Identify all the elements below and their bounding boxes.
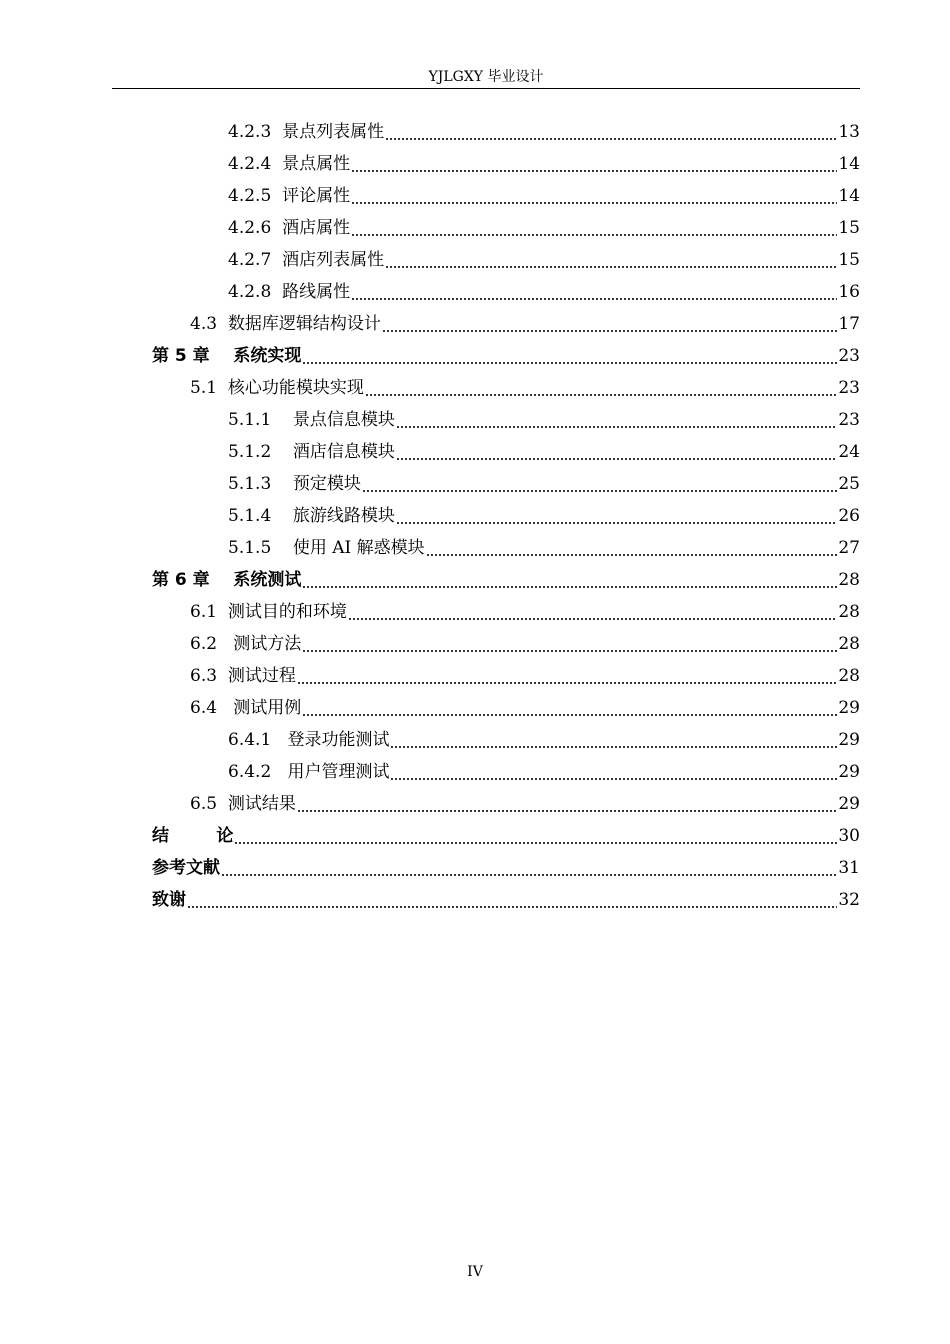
toc-entry-title: 测试过程 xyxy=(227,666,296,686)
toc-entry[interactable] xyxy=(0,244,950,276)
toc-dot-leader xyxy=(351,276,837,308)
toc-entry-number: 4.3 xyxy=(190,314,228,334)
toc-dot-leader xyxy=(365,372,837,404)
toc-dot-leader xyxy=(351,180,837,212)
toc-entry-page: 29 xyxy=(838,794,860,814)
toc-entry[interactable] xyxy=(0,212,950,244)
toc-entry-title: 用户管理测试 xyxy=(287,762,390,782)
toc-entry-number: 6.3 xyxy=(190,666,228,686)
toc-entry-title: 系统测试 xyxy=(233,570,302,590)
toc-entry-page: 28 xyxy=(838,602,860,622)
toc-entry-number: 5.1.4 xyxy=(228,506,293,526)
toc-entry-title: 评论属性 xyxy=(282,186,351,206)
toc-entry-title: 测试方法 xyxy=(233,634,302,654)
toc-dot-leader xyxy=(297,660,837,692)
toc-dot-leader xyxy=(302,692,837,724)
toc-entry-number: 4.2.7 xyxy=(228,250,283,270)
toc-entry-page: 23 xyxy=(838,346,860,366)
toc-dot-leader xyxy=(426,532,837,564)
toc-entry-page: 25 xyxy=(838,474,860,494)
toc-entry-number: 5.1.1 xyxy=(228,410,293,430)
toc-entry-number: 6.4.2 xyxy=(228,762,288,782)
page-header: YJLGXY 毕业设计 xyxy=(428,69,544,85)
toc-entry[interactable] xyxy=(0,564,950,596)
toc-entry-page: 29 xyxy=(838,730,860,750)
toc-entry-page: 31 xyxy=(838,858,860,878)
toc-entry-number: 5.1.5 xyxy=(228,538,293,558)
toc-entry[interactable] xyxy=(0,756,950,788)
toc-entry-page: 14 xyxy=(838,154,860,174)
toc-dot-leader xyxy=(385,244,837,276)
toc-entry-page: 30 xyxy=(838,826,860,846)
toc-dot-leader xyxy=(302,340,837,372)
toc-entry-number: 5.1.2 xyxy=(228,442,293,462)
toc-entry-number: 第 6 章 xyxy=(152,570,234,590)
toc-entry-number: 6.4 xyxy=(190,698,234,718)
toc-entry-title: 酒店属性 xyxy=(282,218,351,238)
toc-entry[interactable] xyxy=(0,340,950,372)
toc-entry-number: 4.2.8 xyxy=(228,282,283,302)
toc-entry-title: 酒店列表属性 xyxy=(282,250,385,270)
toc-entry[interactable] xyxy=(0,404,950,436)
toc-dot-leader xyxy=(351,148,837,180)
toc-entry[interactable] xyxy=(0,628,950,660)
toc-entry-title: 测试用例 xyxy=(233,698,302,718)
toc-dot-leader xyxy=(385,116,837,148)
toc-dot-leader xyxy=(362,468,837,500)
toc-entry-number: 4.2.5 xyxy=(228,186,283,206)
toc-entry-page: 28 xyxy=(838,666,860,686)
toc-entry-page: 28 xyxy=(838,634,860,654)
toc-entry-title: 系统实现 xyxy=(233,346,302,366)
toc-entry-title: 景点列表属性 xyxy=(282,122,385,142)
toc-dot-leader xyxy=(234,820,837,852)
toc-dot-leader xyxy=(396,404,837,436)
toc-entry-title: 酒店信息模块 xyxy=(292,442,395,462)
toc-entry[interactable] xyxy=(0,596,950,628)
toc-entry-title: 致谢 xyxy=(152,890,186,910)
toc-dot-leader xyxy=(396,436,837,468)
toc-entry-page: 15 xyxy=(838,218,860,238)
toc-entry-title: 参考文献 xyxy=(152,858,220,878)
toc-entry-page: 17 xyxy=(838,314,860,334)
toc-entry-page: 14 xyxy=(838,186,860,206)
toc-entry-page: 29 xyxy=(838,698,860,718)
toc-dot-leader xyxy=(390,756,837,788)
toc-entry[interactable] xyxy=(0,852,950,884)
toc-dot-leader xyxy=(390,724,837,756)
toc-entry[interactable] xyxy=(0,468,950,500)
toc-entry[interactable] xyxy=(0,724,950,756)
toc-dot-leader xyxy=(187,884,837,916)
toc-entry-page: 29 xyxy=(838,762,860,782)
toc-entry-title: 数据库逻辑结构设计 xyxy=(227,314,381,334)
toc-entry[interactable] xyxy=(0,500,950,532)
toc-entry-title: 路线属性 xyxy=(282,282,351,302)
toc-entry-title: 测试目的和环境 xyxy=(227,602,347,622)
toc-entry-number: 6.1 xyxy=(190,602,228,622)
toc-entry-title: 结 论 xyxy=(152,826,234,846)
toc-entry-page: 26 xyxy=(838,506,860,526)
toc-entry-page: 13 xyxy=(838,122,860,142)
toc-entry-number: 6.5 xyxy=(190,794,228,814)
toc-dot-leader xyxy=(348,596,837,628)
toc-entry-page: 27 xyxy=(838,538,860,558)
toc-entry[interactable] xyxy=(0,692,950,724)
toc-entry[interactable] xyxy=(0,532,950,564)
toc-entry-number: 第 5 章 xyxy=(152,346,234,366)
toc-entry-number: 5.1.3 xyxy=(228,474,293,494)
toc-entry[interactable] xyxy=(0,788,950,820)
toc-dot-leader xyxy=(297,788,837,820)
toc-entry-number: 4.2.6 xyxy=(228,218,283,238)
toc-entry-page: 24 xyxy=(838,442,860,462)
table-of-contents xyxy=(0,116,950,916)
toc-dot-leader xyxy=(396,500,837,532)
toc-dot-leader xyxy=(382,308,837,340)
toc-entry-page: 15 xyxy=(838,250,860,270)
toc-entry-page: 28 xyxy=(838,570,860,590)
toc-entry-title: 登录功能测试 xyxy=(287,730,390,750)
toc-entry-title: 景点属性 xyxy=(282,154,351,174)
toc-entry[interactable] xyxy=(0,308,950,340)
toc-entry[interactable] xyxy=(0,660,950,692)
toc-entry[interactable] xyxy=(0,436,950,468)
toc-entry-number: 6.2 xyxy=(190,634,234,654)
toc-entry-page: 16 xyxy=(838,282,860,302)
toc-entry-page: 32 xyxy=(838,890,860,910)
toc-entry-title: 测试结果 xyxy=(227,794,296,814)
header-rule xyxy=(112,88,860,89)
toc-entry-number: 4.2.3 xyxy=(228,122,283,142)
toc-entry[interactable] xyxy=(0,276,950,308)
toc-entry-title: 核心功能模块实现 xyxy=(227,378,364,398)
toc-entry[interactable] xyxy=(0,148,950,180)
toc-entry-title: 旅游线路模块 xyxy=(292,506,395,526)
toc-entry[interactable] xyxy=(0,884,950,916)
toc-entry[interactable] xyxy=(0,820,950,852)
toc-entry[interactable] xyxy=(0,180,950,212)
toc-entry-title: 使用 AI 解惑模块 xyxy=(292,538,425,558)
toc-entry[interactable] xyxy=(0,116,950,148)
toc-dot-leader xyxy=(221,852,837,884)
toc-entry-number: 4.2.4 xyxy=(228,154,283,174)
toc-entry[interactable] xyxy=(0,372,950,404)
toc-dot-leader xyxy=(302,564,837,596)
toc-dot-leader xyxy=(302,628,837,660)
toc-entry-page: 23 xyxy=(838,410,860,430)
toc-entry-number: 5.1 xyxy=(190,378,228,398)
toc-dot-leader xyxy=(351,212,837,244)
toc-entry-title: 景点信息模块 xyxy=(292,410,395,430)
toc-entry-number: 6.4.1 xyxy=(228,730,288,750)
page-number: IV xyxy=(467,1264,483,1280)
toc-entry-page: 23 xyxy=(838,378,860,398)
toc-entry-title: 预定模块 xyxy=(292,474,361,494)
